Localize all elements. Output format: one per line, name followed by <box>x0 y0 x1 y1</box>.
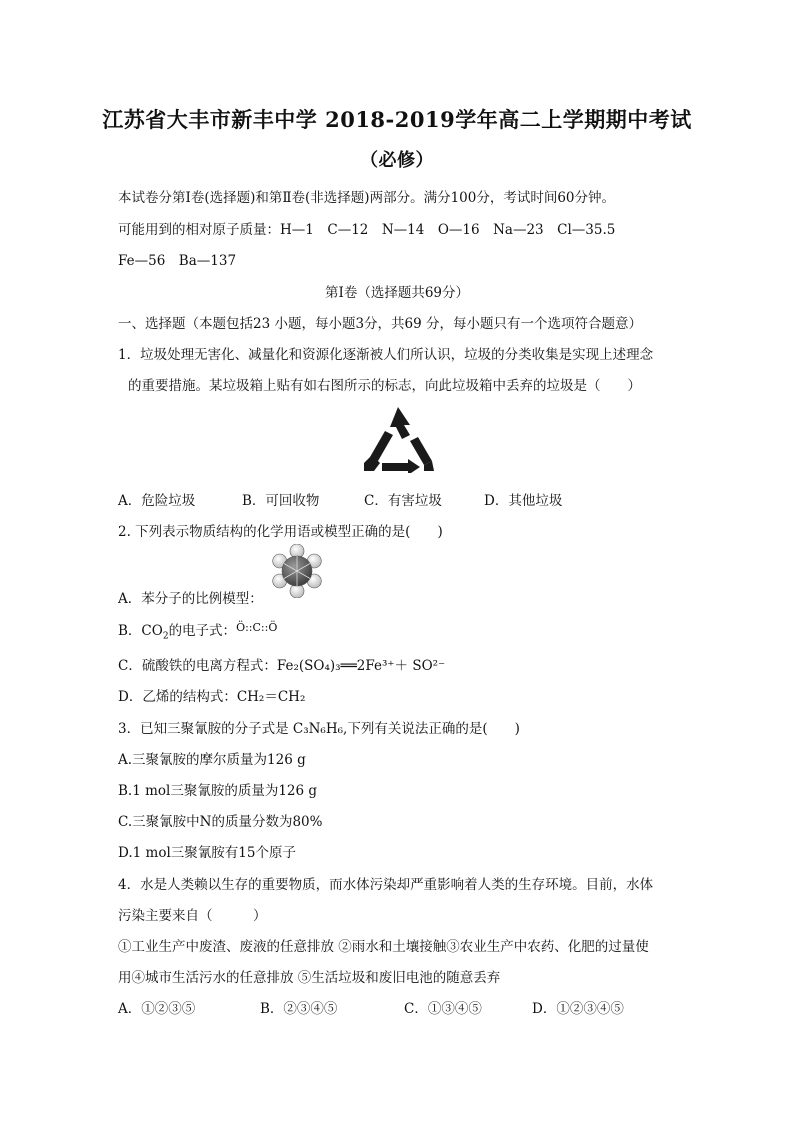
exam-subtitle: （必修） <box>360 150 434 171</box>
q2-option-b-suffix: 的电子式： <box>168 623 237 639</box>
q1-option-d[interactable]: D．其他垃圾 <box>484 493 563 509</box>
q3-option-a[interactable]: A.三聚氰胺的摩尔质量为126 g <box>118 752 306 768</box>
co2-electron-formula: Ö::C::Ö <box>236 621 278 634</box>
q3-stem: 3．已知三聚氰胺的分子式是 C₃N₆H₆,下列有关说法正确的是( ) <box>118 721 520 737</box>
q4-item-line-1: ①工业生产中废渣、废液的任意排放 ②雨水和土壤接触③农业生产中农药、化肥的过量使 <box>118 939 649 955</box>
q2-option-b[interactable] <box>118 619 277 642</box>
q4-stem-line-1: 4．水是人类赖以生存的重要物质，而水体污染却严重影响着人类的生存环境。目前，水体 <box>118 877 654 893</box>
atomic-mass-line-2: Fe—56 Ba—137 <box>118 253 237 269</box>
q4-option-a[interactable]: A．①②③⑤ <box>118 1001 196 1017</box>
q2-option-b-subscript: 2 <box>162 631 169 642</box>
q4-stem-line-2: 污染主要来自（ ） <box>118 908 267 924</box>
q2-option-d[interactable]: D．乙烯的结构式：CH₂＝CH₂ <box>118 689 306 705</box>
q1-option-b[interactable]: B．可回收物 <box>242 493 320 509</box>
recycle-icon <box>360 405 436 473</box>
q3-option-c[interactable]: C.三聚氰胺中N的质量分数为80% <box>118 814 323 830</box>
exam-title: 江苏省大丰市新丰中学 2018-2019学年高二上学期期中考试 <box>102 107 692 132</box>
q2-option-a[interactable]: A．苯分子的比例模型： <box>118 591 263 607</box>
q2-option-c[interactable]: C．硫酸铁的电离方程式：Fe₂(SO₄)₃══2Fe³⁺＋ SO²⁻ <box>118 658 446 674</box>
q2-stem: 2. 下列表示物质结构的化学用语或模型正确的是( ) <box>118 524 443 540</box>
q3-option-d[interactable]: D.1 mol三聚氰胺有15个原子 <box>118 845 296 861</box>
section-title: 第Ⅰ卷（选择题共69分） <box>324 285 469 301</box>
q4-option-c[interactable]: C．①③④⑤ <box>404 1001 482 1017</box>
part-heading: 一、选择题（本题包括23 小题，每小题3分，共69 分，每小题只有一个选项符合题意） <box>118 316 643 332</box>
intro-text: 本试卷分第Ⅰ卷(选择题)和第Ⅱ卷(非选择题)两部分。满分100分，考试时间60分钟。 <box>118 190 616 206</box>
q4-option-b[interactable]: B．②③④⑤ <box>260 1001 338 1017</box>
q1-option-a[interactable]: A．危险垃圾 <box>118 493 196 509</box>
q4-item-line-2: 用④城市生活污水的任意排放 ⑤生活垃圾和废旧电池的随意丢弃 <box>118 970 501 986</box>
q3-option-b[interactable]: B.1 mol三聚氰胺的质量为126 g <box>118 783 318 799</box>
q1-stem-line-1: 1．垃圾处理无害化、减量化和资源化逐渐被人们所认识，垃圾的分类收集是实现上述理念 <box>118 347 654 363</box>
q1-stem-line-2: 的重要措施。某垃圾箱上贴有如右图所示的标志，向此垃圾箱中丢弃的垃圾是（ ） <box>128 378 641 394</box>
atomic-mass-line-1: 可能用到的相对原子质量：H—1 C—12 N—14 O—16 Na—23 Cl—35.5 <box>118 222 616 238</box>
q1-option-c[interactable]: C．有害垃圾 <box>364 493 442 509</box>
q2-option-b-prefix: B．CO <box>118 623 163 639</box>
q4-option-d[interactable]: D．①②③④⑤ <box>532 1001 624 1017</box>
benzene-model-icon <box>270 544 324 598</box>
q4-options <box>118 997 624 1017</box>
q1-options <box>118 489 562 509</box>
